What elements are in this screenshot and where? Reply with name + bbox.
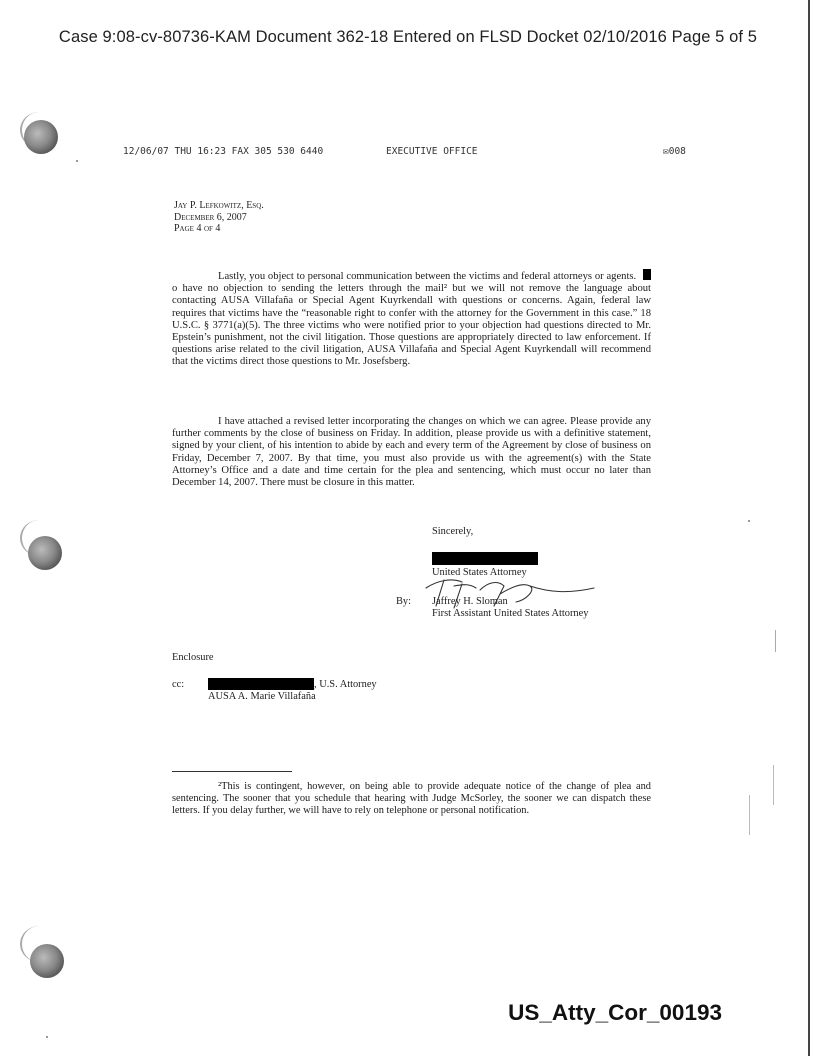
paragraph-1-body: o have no objection to sending the letters through the mail² but we will not remove the language about contacting AUSA Villafaña or Special Agent Kuyrkendall with questions or concerns. Again, federal law requires that victims have the “reasonable right to confer with the attorney for the Government in this case.” 18 U.S.C. § 3771(a)(5). The three victims who were notified prior to your objection had questions directed to Mr. Epstein’s punishment, not the civil litigation. Those questions are appropriately directed to law enforcement. If questions arise related to the civil litigation, AUSA Villafaña and Special Agent Kuyrkendall will recommend that the victims direct those questions to Mr. Josefsberg.: [172, 283, 651, 368]
fax-datetime: 12/06/07 THU 16:23 FAX 305 530 6440: [123, 146, 324, 157]
cc-line-2: AUSA A. Marie Villafaña: [208, 691, 316, 702]
scan-mark: [749, 795, 750, 835]
salutation: Sincerely,: [432, 526, 474, 537]
scan-mark: [773, 765, 774, 805]
enclosure-label: Enclosure: [172, 652, 214, 663]
addressee-block: [174, 200, 264, 235]
fax-office: EXECUTIVE OFFICE: [386, 146, 478, 157]
punch-hole: [30, 944, 64, 978]
scan-speck: [46, 1036, 48, 1038]
signer-name: Jaffrey H. Sloman: [432, 596, 508, 607]
cc-label: cc:: [172, 679, 185, 690]
redaction-mark: [643, 269, 651, 280]
scan-speck: [748, 520, 750, 522]
footnote: [172, 781, 651, 817]
by-label: By:: [396, 596, 412, 607]
redacted-name: [432, 552, 538, 565]
cc-redacted-name: [208, 678, 314, 690]
footnote-text: ²This is contingent, however, on being able to provide adequate notice of the change of plea and sentencing. The sooner that you schedule that hearing with Judge McSorley, the sooner we can dispatch these letters. If you delay further, we will have to rely on telephone or personal notification.: [172, 781, 651, 816]
punch-hole: [28, 536, 62, 570]
page-edge-line: [808, 0, 810, 1056]
letter-page: Page 4 of 4: [174, 223, 221, 234]
cc-line-1: , U.S. Attorney: [314, 679, 377, 690]
addressee-name: Jay P. Lefkowitz, Esq.: [174, 200, 264, 211]
bates-number: US_Atty_Cor_00193: [508, 1000, 722, 1025]
scan-mark: [775, 630, 776, 652]
signer-office-title: United States Attorney: [432, 567, 527, 578]
case-header: Case 9:08-cv-80736-KAM Document 362-18 Entered on FLSD Docket 02/10/2016 Page 5 of 5: [58, 28, 758, 46]
footnote-divider: [172, 771, 292, 772]
scan-speck: [76, 160, 78, 162]
letter-date: December 6, 2007: [174, 211, 247, 223]
body-paragraph-2: [172, 416, 651, 489]
paragraph-2-text: I have attached a revised letter incorporating the changes on which we can agree. Please provide any further comments by the close of business on Friday. In addition, please provide us with a definitive statement, signed by your client, of his intention to abide by each and every term of the Agreement by close of business on Friday, December 7, 2007. By that time, you must also provide us with the agreement(s) with the State Attorney’s Office and a date and time certain for the plea and sentencing, which must occur no later than December 14, 2007. There must be closure in this matter.: [172, 416, 651, 489]
body-paragraph-1: [172, 269, 651, 369]
fax-page-mark: ✉008: [663, 146, 686, 157]
paragraph-1-lead: Lastly, you object to personal communication between the victims and federal attorneys or agents.: [218, 271, 637, 282]
punch-hole: [24, 120, 58, 154]
signer-title: First Assistant United States Attorney: [432, 608, 589, 619]
